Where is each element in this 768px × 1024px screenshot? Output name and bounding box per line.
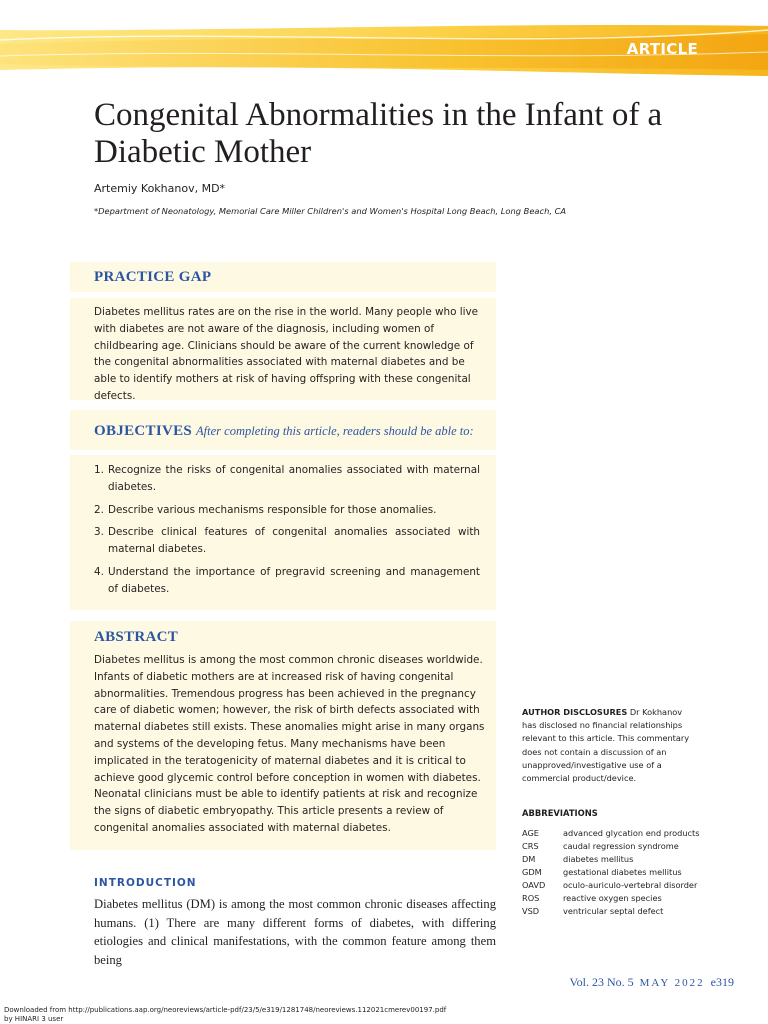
objectives-subheading: After completing this article, readers should be able to: [196, 424, 474, 438]
abbreviation-row: VSD ventricular septal defect [522, 906, 664, 916]
abstract-box [70, 621, 496, 850]
article-title: Congenital Abnormalities in the Infant of a Diabetic Mother [94, 97, 663, 170]
introduction-text: Diabetes mellitus (DM) is among the most common chronic diseases affecting humans. (1) There are many different forms of diabetes, with differing etiologies and clinical manifestations, with the common feature among them being [94, 897, 496, 967]
author-disclosures [522, 706, 698, 785]
footer-volume: Vol. 23 No. 5 [569, 975, 634, 989]
disclosures-heading: AUTHOR DISCLOSURES [522, 707, 628, 717]
abbreviation-row: AGE advanced glycation end products [522, 828, 700, 838]
objective-item: 2. Describe various mechanisms responsible for those anomalies. [94, 503, 437, 516]
footer-page-number: e319 [710, 975, 734, 989]
footer-month: MAY 2022 [639, 977, 705, 989]
abbreviation-row: GDM gestational diabetes mellitus [522, 867, 682, 877]
page-footer [570, 975, 734, 990]
article-type-label: ARTICLE [626, 40, 698, 58]
objective-item: 1. Recognize the risks of congenital anomalies associated with maternal diabetes. [94, 464, 480, 493]
download-note [4, 1006, 446, 1024]
abstract-text: Diabetes mellitus is among the most common chronic diseases worldwide. Infants of diabetic mothers are at increased risk of having congenital abnormalities. Tremendous progress has been achieved in the pregnancy care of diabetic women; however, the risk of birth defects associated with maternal diabetes still exists. These anomalies might arise in many organs and systems of the developing fetus. Many mechanisms have been implicated in the teratogenicity of maternal diabetes and it is critical to achieve good glycemic control before conception in women with diabetes. Neonatal clinicians must be able to identify patients at risk and recognize the signs of diabetic embryopathy. This article presents a review of congenital anomalies associated with maternal diabetes. [94, 654, 485, 834]
abbreviations-heading: ABBREVIATIONS [522, 808, 598, 818]
header-banner [0, 0, 768, 80]
abbreviation-row: DM diabetes mellitus [522, 854, 634, 864]
objectives-list [94, 462, 480, 604]
author-name: Artemiy Kokhanov, MD* [94, 182, 226, 195]
objectives-heading: OBJECTIVES [94, 423, 193, 439]
practice-gap-header-box [70, 262, 496, 292]
practice-gap-heading: PRACTICE GAP [94, 269, 212, 285]
author-affiliation: *Department of Neonatology, Memorial Care Miller Children's and Women's Hospital Long Beach, Long Beach, CA [94, 206, 567, 216]
practice-gap-box [70, 298, 496, 400]
abbreviation-row: OAVD oculo-auriculo-vertebral disorder [522, 880, 698, 890]
abbreviation-row: ROS reactive oxygen species [522, 893, 662, 903]
disclosures-text: Dr Kokhanov has disclosed no financial relationships relevant to this article. This commentary does not contain a discussion of an unapproved/investigative use of a commercial product/device. [522, 707, 690, 784]
download-url: Downloaded from http://publications.aap.org/neoreviews/article-pdf/23/5/e319/1281748/neoreviews.112021cmerev00197.pdf [4, 1006, 447, 1014]
practice-gap-text: Diabetes mellitus rates are on the rise in the world. Many people who live with diabetes are not aware of the diagnosis, including women of childbearing age. Clinicians should be aware of the current knowledge of the congenital abnormalities associated with maternal diabetes and be able to identify mothers at risk of having offspring with these congenital defects. [94, 306, 479, 402]
abbreviations-table [522, 827, 722, 918]
objective-item: 4. Understand the importance of pregravid screening and management of diabetes. [94, 565, 480, 595]
objectives-heading-line [94, 423, 474, 440]
abstract-heading: ABSTRACT [94, 629, 179, 645]
download-user: by HINARI 3 user [4, 1015, 64, 1023]
objectives-box [70, 455, 496, 610]
introduction-heading: INTRODUCTION [94, 877, 197, 889]
objectives-header-box [70, 410, 496, 450]
objective-item: 3. Describe clinical features of congenital anomalies associated with maternal diabetes. [94, 526, 480, 556]
abbreviation-row: CRS caudal regression syndrome [522, 841, 679, 851]
